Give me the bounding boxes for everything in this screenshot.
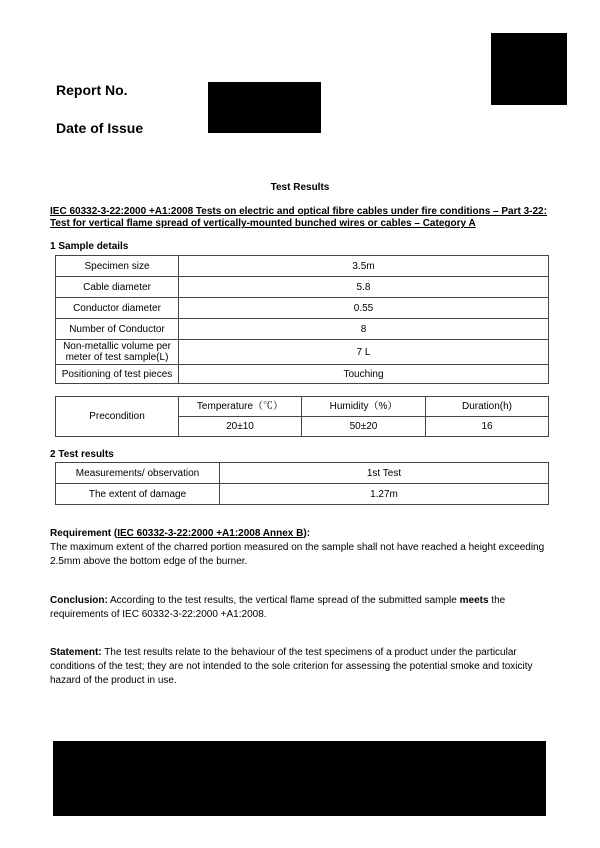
results-header-value: 1st Test [220, 463, 549, 484]
requirement-ref: IEC 60332-3-22:2000 +A1:2008 Annex B [117, 528, 304, 539]
sample-value: 3.5m [179, 256, 549, 277]
sample-value: 0.55 [179, 298, 549, 319]
conclusion-section [50, 594, 555, 622]
sample-value: 7 L [179, 340, 549, 365]
sample-value: Touching [179, 365, 549, 384]
results-row-value: 1.27m [220, 484, 549, 505]
precondition-value: 50±20 [302, 417, 426, 437]
requirement-section [50, 527, 555, 569]
redacted-report-info [208, 82, 321, 133]
sample-label: Number of Conductor [56, 319, 179, 340]
page-title: Test Results [270, 182, 330, 193]
table-row [56, 397, 549, 417]
precondition-table [55, 396, 549, 437]
redacted-logo [491, 33, 567, 105]
sample-value: 8 [179, 319, 549, 340]
requirement-text: The maximum extent of the charred portion measured on the sample shall not have reached a height exceeding 2.5mm above the bottom edge of the burner. [50, 542, 545, 567]
requirement-label: Requirement ( [50, 528, 118, 539]
table-row [56, 463, 549, 484]
sample-details-heading: 1 Sample details [50, 241, 129, 252]
table-row [56, 340, 549, 365]
sample-label: Cable diameter [56, 277, 179, 298]
sample-label: Specimen size [56, 256, 179, 277]
table-row [56, 365, 549, 384]
precondition-header: Duration(h) [426, 397, 549, 417]
results-header-label: Measurements/ observation [56, 463, 220, 484]
statement-text: The test results relate to the behaviour of the test specimens of a product under the particular conditions of the test; they are not intended to the sole criterion for assessing the potential smoke and toxicity hazard of the product in use. [50, 647, 533, 686]
table-row [56, 256, 549, 277]
conclusion-text-before: According to the test results, the vertical flame spread of the submitted sample [107, 595, 460, 606]
precondition-value: 20±10 [179, 417, 302, 437]
precondition-header: Temperature（℃） [179, 397, 302, 417]
sample-details-table [55, 255, 549, 384]
sample-label: Non-metallic volume per meter of test sample(L) [56, 340, 179, 365]
table-row [56, 298, 549, 319]
statement-section [50, 646, 555, 688]
table-row [56, 277, 549, 298]
test-results-table [55, 462, 549, 505]
sample-value: 5.8 [179, 277, 549, 298]
table-row [56, 319, 549, 340]
sample-label: Conductor diameter [56, 298, 179, 319]
standard-title: IEC 60332-3-22:2000 +A1:2008 Tests on electric and optical fibre cables under fire conditions – Part 3-22: Test for vertical flame spread of vertically-mounted bunched wires or cables – Category A [50, 206, 547, 229]
redacted-footer [53, 741, 546, 816]
precondition-label: Precondition [56, 397, 179, 437]
conclusion-label: Conclusion: [50, 595, 108, 606]
conclusion-emphasis: meets [459, 595, 489, 606]
table-row [56, 484, 549, 505]
results-row-label: The extent of damage [56, 484, 220, 505]
date-of-issue-label: Date of Issue [56, 120, 144, 136]
report-no-label: Report No. [56, 82, 128, 98]
test-results-heading: 2 Test results [50, 449, 114, 460]
statement-label: Statement: [50, 647, 102, 658]
precondition-header: Humidity（%） [302, 397, 426, 417]
conclusion-text-after: the requirements of IEC 60332-3-22:2000 +A1:2008. [50, 595, 506, 620]
sample-label: Positioning of test pieces [56, 365, 179, 384]
precondition-value: 16 [426, 417, 549, 437]
requirement-label-end: ): [303, 528, 311, 539]
